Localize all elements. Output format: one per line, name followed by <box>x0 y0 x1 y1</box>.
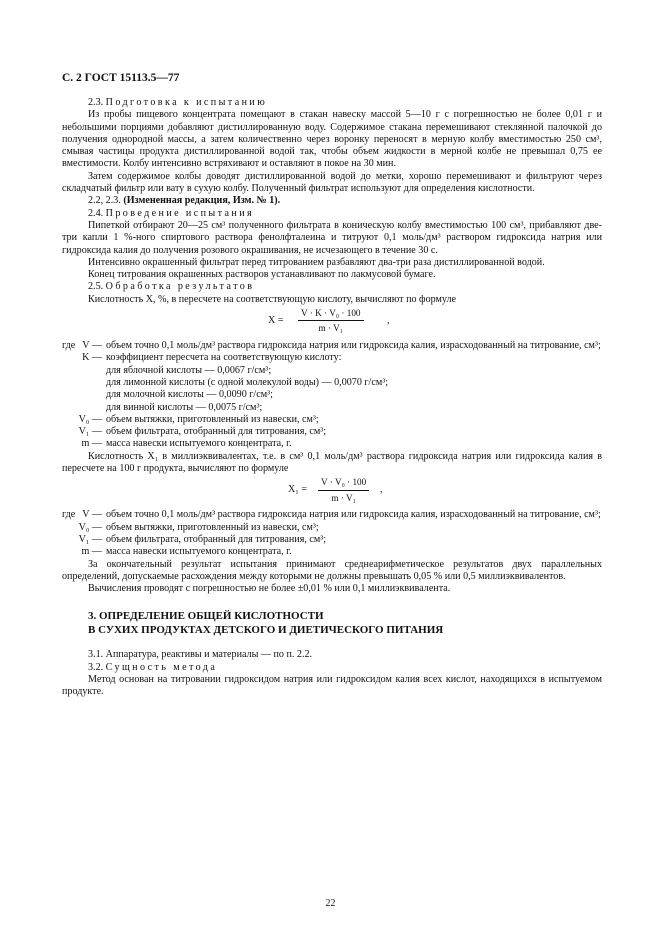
formula-acidity-milliequivalents <box>62 475 602 509</box>
definition-term: V₀ — <box>78 413 102 425</box>
definition-term: V₁ — <box>78 533 102 545</box>
definition-row <box>62 509 602 521</box>
formula-fraction <box>318 476 369 504</box>
definition-text: масса навески испытуемого концентрата, г. <box>106 438 292 450</box>
definition-term: V — <box>82 340 102 352</box>
paragraph: Из пробы пищевого концентрата помещают в стакан навеску массой 5—10 г с погрешностью не более 0,01 г и небольшими порциями добавляют дистиллированную воду. Содержимое стакана перемешивают стеклянной палочкой до получения однородной массы, а затем количественно через воронку переносят в мерную колбу вместимостью 250 см³, смывая частицы продукта дистиллированной водой так, чтобы объем жидкости в мерной колбе не превышал 0,75 ее вместимости. Колбу интенсивно встряхивают и оставляют в покое на 30 мин. <box>62 109 602 170</box>
formula-fraction <box>298 307 364 335</box>
definition-text: масса навески испытуемого концентрата, г. <box>106 546 292 558</box>
formula-lhs: X₁ = <box>288 484 308 496</box>
section-number: 2.5. <box>88 281 104 293</box>
amendment-ref: 2.2, 2.3. <box>88 195 121 207</box>
page-number: 22 <box>325 898 336 909</box>
section-3-2-heading <box>62 662 602 674</box>
coefficient-item: для молочной кислоты — 0,0090 г/см³; <box>106 389 273 401</box>
paragraph: Пипеткой отбирают 20—25 см³ полученного фильтрата в коническую колбу вместимостью 100 см³, прибавляют две-три капли 1 %-ного спиртового раствора фенолфталеина и титруют 0,1 моль/дм³ раствором гидроксида натрия или гидроксида калия до получения розового окрашивания, не исчезающего в течение 30 с. <box>62 219 602 256</box>
amendment-text: (Измененная редакция, Изм. № 1). <box>123 195 281 207</box>
paragraph: Метод основан на титровании гидроксидом натрия или гидроксидом калия всех кислот, находящихся в испытуемом продукте. <box>62 673 602 698</box>
definition-row <box>62 546 602 558</box>
formula-tail: , <box>387 315 390 327</box>
definitions-list-2 <box>62 509 602 558</box>
paragraph: Кислотность X, %, в пересчете на соответствующую кислоту, вычисляют по формуле <box>88 293 457 305</box>
coefficient-item: для лимонной кислоты (с одной молекулой воды) — 0,0070 г/см³; <box>106 376 389 388</box>
formula-tail: , <box>380 484 383 496</box>
paragraph: Вычисления проводят с погрешностью не более ±0,01 % или 0,1 миллиэквивалента. <box>88 583 451 595</box>
formula-denominator: m · V₁ <box>318 323 343 334</box>
section-3-title-line-2: В СУХИХ ПРОДУКТАХ ДЕТСКОГО И ДИЕТИЧЕСКОГО ПИТАНИЯ <box>88 624 444 637</box>
section-number: 3.2. <box>88 661 104 673</box>
definition-text: объем точно 0,1 моль/дм³ раствора гидроксида натрия или гидроксида калия, израсходованный на титрование, см³; <box>106 509 601 521</box>
paragraph: 3.1. Аппаратура, реактивы и материалы — по п. 2.2. <box>88 649 313 661</box>
section-title: Проведение испытания <box>105 207 255 219</box>
definition-text: объем фильтрата, отобранный для титрования, см³; <box>106 533 327 545</box>
definition-row <box>62 340 602 352</box>
definition-text: объем точно 0,1 моль/дм³ раствора гидроксида натрия или гидроксида калия, израсходованный на титрование, см³; <box>106 340 601 352</box>
coefficient-item: для винной кислоты — 0,0075 г/см³; <box>106 401 263 413</box>
formula-lhs: X = <box>268 315 284 327</box>
definition-term: V₀ — <box>78 521 102 533</box>
section-title: Подготовка к испытанию <box>105 97 268 108</box>
section-number: 2.4. <box>88 207 104 219</box>
definition-term: m — <box>81 438 102 450</box>
section-title: Сущность метода <box>105 661 218 673</box>
definition-term: K — <box>82 352 102 364</box>
section-title: Обработка результатов <box>105 281 255 293</box>
paragraph: За окончательный результат испытания принимают среднеарифметическое результатов двух параллельных определений, допускаемые расхождения между которыми не должны превышать 0,05 % или 0,5 миллиэквивалентов. <box>62 558 602 582</box>
formula-numerator: V · K · V₀ · 100 <box>298 307 364 321</box>
amendment-note <box>62 195 602 207</box>
definition-row <box>62 438 602 450</box>
section-2-5-heading <box>62 281 602 293</box>
definitions-list-1 <box>62 340 602 451</box>
paragraph: Кислотность X₁ в миллиэквивалентах, т.е. в см³ 0,1 моль/дм³ раствора гидроксида натрия или гидроксида калия в пересчете на 100 г продукта, вычисляют по формуле <box>62 450 602 475</box>
page-header: С. 2 ГОСТ 15113.5—77 <box>62 72 180 84</box>
definition-row <box>62 522 602 534</box>
section-2-3-heading <box>62 97 602 109</box>
formula-denominator: m · V₁ <box>331 492 356 503</box>
paragraph: Конец титрования окрашенных растворов устанавливают по лакмусовой бумаге. <box>88 269 436 281</box>
formula-numerator: V · V₀ · 100 <box>318 476 369 490</box>
definition-text: объем вытяжки, приготовленный из навески, см³; <box>106 521 319 533</box>
section-2-4-heading <box>62 208 602 220</box>
definition-row <box>62 352 602 364</box>
section-3-title-line-1: 3. ОПРЕДЕЛЕНИЕ ОБЩЕЙ КИСЛОТНОСТИ <box>88 610 324 623</box>
paragraph: Затем содержимое колбы доводят дистиллированной водой до метки, хорошо перемешивают и фильтруют через складчатый фильтр или вату в сухую колбу. Полученный фильтрат используют для определения кислотности. <box>62 170 602 195</box>
where-word: где <box>62 509 76 521</box>
document-body <box>62 97 602 699</box>
definition-term: m — <box>81 546 102 558</box>
definition-term: V — <box>82 509 102 521</box>
definition-text: объем фильтрата, отобранный для титрования, см³; <box>106 426 327 438</box>
definition-text: коэффициент пересчета на соответствующую кислоту: <box>106 352 342 364</box>
definition-text: объем вытяжки, приготовленный из навески, см³; <box>106 413 319 425</box>
definition-row <box>62 426 602 438</box>
where-word: где <box>62 340 76 352</box>
paragraph: Интенсивно окрашенный фильтрат перед титрованием разбавляют два-три раза дистиллированной водой. <box>88 256 545 268</box>
definition-term: V₁ — <box>78 426 102 438</box>
definition-row <box>62 534 602 546</box>
coefficient-item: для яблочной кислоты — 0,0067 г/см³; <box>106 364 272 376</box>
definition-row <box>62 414 602 426</box>
section-number: 2.3. <box>88 97 104 108</box>
formula-acidity-percent <box>62 306 602 340</box>
